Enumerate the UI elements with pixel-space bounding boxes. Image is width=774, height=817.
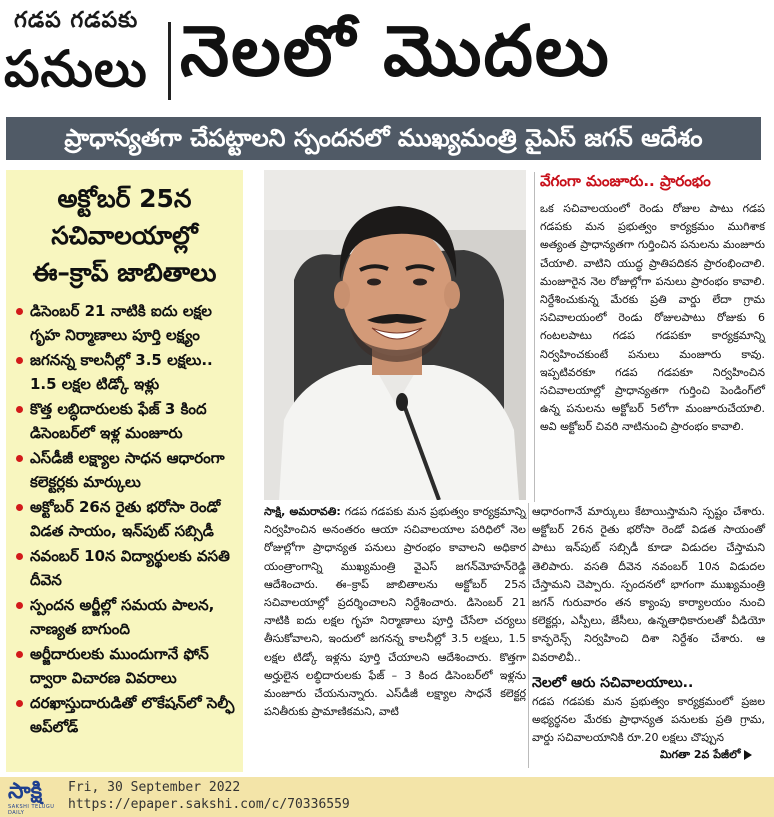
highlights-title-line3: ఈ–క్రాప్ జాబితాలు: [32, 258, 217, 287]
sidebar-body: ఒక సచివాలయంలో రెండు రోజుల పాటు గడప గడపకు మన ప్రభుత్వం కార్యక్రమం ముగిశాక అత్యంత ప్రాధాన్యతగా గుర్తించిన పనులను మంజూరు చేయాలి. వాటిని యుద్ధ ప్రాతిపదికన ప్రారంభించాలి. మంజూరైన నెల రోజుల్లోగా పనులు ప్రారంభం కావాలి. నిర్దేశించుకున్న మేరకు ప్రతి వార్డు లేదా గ్రామ సచివాలయంలో రెండు రోజులపాటు రోజుకు 6 గంటలపాటు గడప గడపకూ కార్యక్రమాన్ని నిర్వహించకుంటే పనులు మంజూరు కావు. ఇప్పటివరకూ గడప గడపకూ నిర్వహించిన సచివాలయాల్లో ప్రాధాన్యతగా గుర్తించి పెండింగ్‌లో ఉన్న పనులను అక్టోబర్ 5లోగా మంజూరుచేయాలి. అవి అక్టోబర్ చివరి నాటినుంచి ప్రారంభం కావాలి.: [540, 202, 765, 434]
article-photo: [264, 170, 526, 500]
logo-text: సాక్షి: [8, 779, 43, 804]
epaper-url[interactable]: https://epaper.sakshi.com/c/70336559: [68, 797, 350, 812]
article-column-2: ఆధారంగానే మార్కులు కేటాయిస్తామని స్పష్టం చేశారు. అక్టోబర్ 26న రైతు భరోసా రెండో విడత సాయంతో పాటు ఇన్‌పుట్ సబ్సిడీ కూడా విడుదల చేస్తామని తెలిపారు. వసతి దీవెన నవంబర్ 10న విడుదల చేస్తామని చెప్పారు. స్పందనలో భాగంగా ముఖ్యమంత్రి జగన్ గురువారం తన క్యాంపు కార్యాలయం నుంచి కలెక్టర్లు, ఎస్పీలు, జేసీలు, ఉన్నతాధికారులతో వీడియో కాన్ఫరెన్స్ నిర్వహించి దిశా నిర్దేశం చేశారు. ఆ వివరాలివీ..: [532, 505, 765, 664]
arrow-right-icon: [744, 750, 752, 760]
continued-link[interactable]: [660, 748, 752, 764]
highlight-item: నవంబర్ 10న విద్యార్థులకు వసతి దీవెన: [16, 544, 239, 592]
column-rule-bottom: [528, 503, 529, 768]
logo-subtext: SAKSHI TELUGU DAILY: [8, 804, 55, 816]
footer: [0, 777, 774, 817]
edition-date: Fri, 30 September 2022: [68, 780, 241, 795]
kicker-divider: [168, 22, 171, 100]
highlight-item: దరఖాస్తుదారుడితో లొకేషన్‌లో సెల్ఫీ అప్‌లోడ్: [16, 691, 239, 739]
highlights-title-line2: సచివాలయాల్లో: [51, 221, 198, 250]
article-column-1-text: గడప గడపకు మన ప్రభుత్వం కార్యక్రమాన్ని నిర్వహించిన అనంతరం ఆయా సచివాలయాల పరిధిలో నెల రోజుల్లోగా ప్రాధాన్యత పనులు ప్రారంభం కావాలని అధికార యంత్రాంగాన్ని ముఖ్యమంత్రి వైఎస్ జగన్‌మోహన్‌రెడ్డి ఆదేశించారు. ఈ–క్రాప్ జాబితాలను అక్టోబర్ 25న సచివాలయాల్లో ప్రదర్శించాలని నిర్దేశించారు. డిసెంబర్ 21 నాటికి ఐదు లక్షల గృహ నిర్మాణాలు పూర్తి చేసేలా చర్యలు తీసుకోవాలని, ఇందులో జగనన్న కాలనీల్లో 3.5 లక్షలు, 1.5 లక్షల టిడ్కో ఇళ్లను పూర్తి చేయాలని ఆదేశించారు. కొత్తగా అర్హులైన లబ్ధిదారులకు ఫేజ్ – 3 కింద డిసెంబర్‌లో ఇళ్లను మంజూరు చేయనున్నారు. ఎస్‌డీజీ లక్ష్యాల సాధనే కలెక్టర్ల పనితీరుకు ప్రామాణికమని, వాటి: [264, 505, 526, 719]
highlights-panel: [6, 170, 243, 772]
subheadline-banner: ప్రాధాన్యతగా చేపట్టాలని స్పందనలో ముఖ్యమంత్రి వైఎస్ జగన్ ఆదేశం: [6, 117, 761, 160]
continued-text: మిగతా 2వ పేజీలో: [660, 748, 741, 761]
column-rule: [534, 172, 535, 502]
highlight-item: జగనన్న కాలనీల్లో 3.5 లక్షలు.. 1.5 లక్షల టిడ్కో ఇళ్లు: [16, 348, 239, 396]
masthead: [0, 0, 774, 115]
portrait-illustration: [264, 170, 526, 500]
highlights-title: [6, 180, 243, 291]
dateline: సాక్షి, అమరావతి:: [264, 505, 341, 518]
article-subheading: నెలలో ఆరు సచివాలయాలు..: [532, 675, 694, 691]
highlights-title-line1: అక్టోబర్ 25న: [57, 184, 192, 213]
highlight-item: ఎస్‌డీజీ లక్ష్యాల సాధన ఆధారంగా కలెక్టర్లకు మార్కులు: [16, 446, 239, 494]
highlight-item: డిసెంబర్ 21 నాటికి ఐదు లక్షల గృహ నిర్మాణాలు పూర్తి లక్ష్యం: [16, 299, 239, 347]
kicker-top: గడప గడపకు: [14, 8, 139, 33]
kicker-bottom: పనులు: [4, 40, 148, 98]
article-column-2b: గడప గడపకు మన ప్రభుత్వం కార్యక్రమంలో ప్రజల అభ్యర్థనల మేరకు ప్రాధాన్యత పనులకు ప్రతి గ్రామ, వార్డు సచివాలయానికి రూ.20 లక్షలు చొప్పున: [532, 695, 765, 745]
sakshi-logo[interactable]: [8, 780, 64, 814]
highlight-item: స్పందన అర్జీల్లో సమయ పాలన, నాణ్యత బాగుంది: [16, 593, 239, 641]
highlight-item: అక్టోబర్ 26న రైతు భరోసా రెండో విడత సాయం, ఇన్‌పుట్ సబ్సిడీ: [16, 495, 239, 543]
article-column-1: [264, 503, 526, 721]
highlight-item: అర్జీదారులకు ముందుగానే ఫోన్ ద్వారా విచారణ వివరాలు: [16, 642, 239, 690]
headline: నెలలో మొదలు: [180, 10, 611, 92]
sidebar-heading: వేగంగా మంజూరు.. ప్రారంభం: [540, 172, 711, 190]
highlight-item: కొత్త లబ్ధిదారులకు ఫేజ్ 3 కింద డిసెంబర్‌లో ఇళ్ల మంజూరు: [16, 397, 239, 445]
highlights-list: [6, 299, 243, 739]
